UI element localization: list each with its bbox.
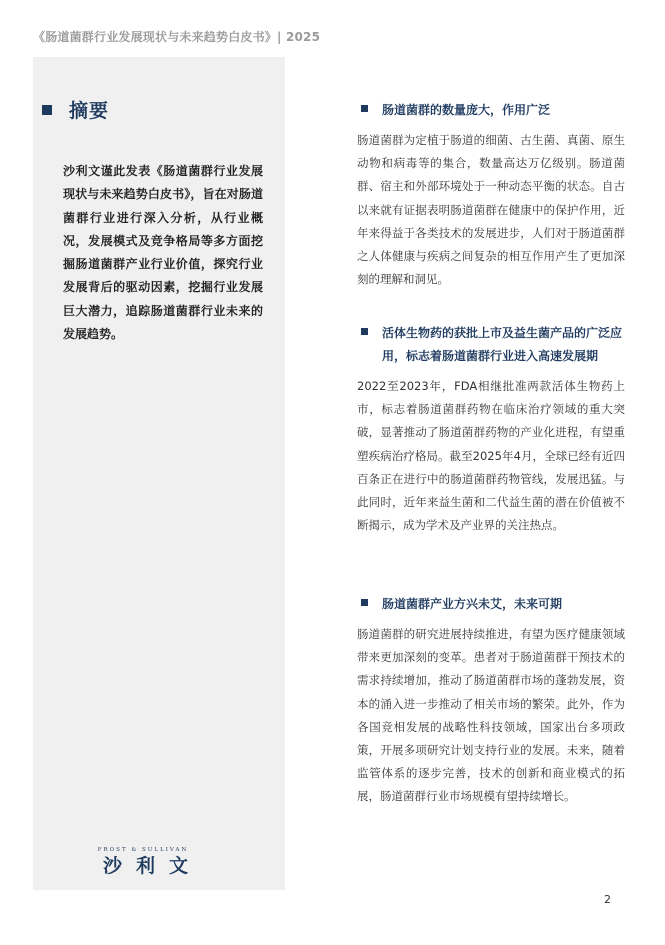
logo-chinese-text: 沙利文: [103, 855, 203, 877]
section-title: 肠道菌群的数量庞大，作用广泛: [382, 103, 551, 117]
section-2: [357, 322, 625, 537]
section-heading: [357, 322, 625, 368]
section-title: 活体生物药的获批上市及益生菌产品的广泛应用，标志着肠道菌群行业进入高速发展期: [382, 326, 623, 363]
square-bullet-icon: [361, 105, 368, 112]
page-number: 2: [604, 893, 611, 906]
logo-english-text: FROST & SULLIVAN: [97, 847, 189, 853]
abstract-heading: [42, 96, 109, 123]
section-body: 肠道菌群的研究进展持续推进，有望为医疗健康领域带来更加深刻的变革。患者对于肠道菌群干预技术的需求持续增加，推动了肠道菌群市场的蓬勃发展，资本的涌入进一步推动了相关市场的繁荣。此外，作为各国竞相发展的战略性科技领域，国家出台多项政策，开展多项研究计划支持行业的发展。未来，随着监管体系的逐步完善，技术的创新和商业模式的拓展，肠道菌群行业市场规模有望持续增长。: [357, 627, 625, 804]
frost-sullivan-logo: [93, 846, 203, 878]
section-3: [357, 593, 625, 809]
square-bullet-icon: [42, 105, 52, 115]
square-bullet-icon: [361, 599, 368, 606]
section-title: 肠道菌群产业方兴未艾，未来可期: [382, 597, 563, 611]
section-body: 2022至2023年，FDA相继批准两款活体生物药上市，标志着肠道菌群药物在临床治疗领域的重大突破，显著推动了肠道菌群药物的产业化进程，有望重塑疾病治疗格局。截至2025年4月，全球已经有近四百条正在进行中的肠道菌群药物管线，发展迅猛。与此同时，近年来益生菌和二代益生菌的潜在价值被不断揭示，成为学术及产业界的关注热点。: [357, 379, 625, 533]
section-body: 肠道菌群为定植于肠道的细菌、古生菌、真菌、原生动物和病毒等的集合，数量高达万亿级别。肠道菌群、宿主和外部环境处于一种动态平衡的状态。自古以来就有证据表明肠道菌群在健康中的保护作用，近年来得益于各类技术的发展进步，人们对于肠道菌群之人体健康与疾病之间复杂的相互作用产生了更加深刻的理解和洞见。: [357, 133, 625, 287]
section-heading: [357, 99, 625, 122]
section-1: [357, 99, 625, 291]
square-bullet-icon: [361, 328, 368, 335]
abstract-intro: 沙利文谨此发表《肠道菌群行业发展现状与未来趋势白皮书》，旨在对肠道菌群行业进行深入分析，从行业概况，发展模式及竞争格局等多方面挖掘肠道菌群产业行业价值，探究行业发展背后的驱动因素，挖掘行业发展巨大潜力，追踪肠道菌群行业未来的发展趋势。: [63, 164, 263, 342]
section-heading: [357, 593, 625, 616]
document-header-title: 《肠道菌群行业发展现状与未来趋势白皮书》| 2025: [33, 30, 321, 44]
abstract-title: 摘要: [69, 100, 110, 122]
